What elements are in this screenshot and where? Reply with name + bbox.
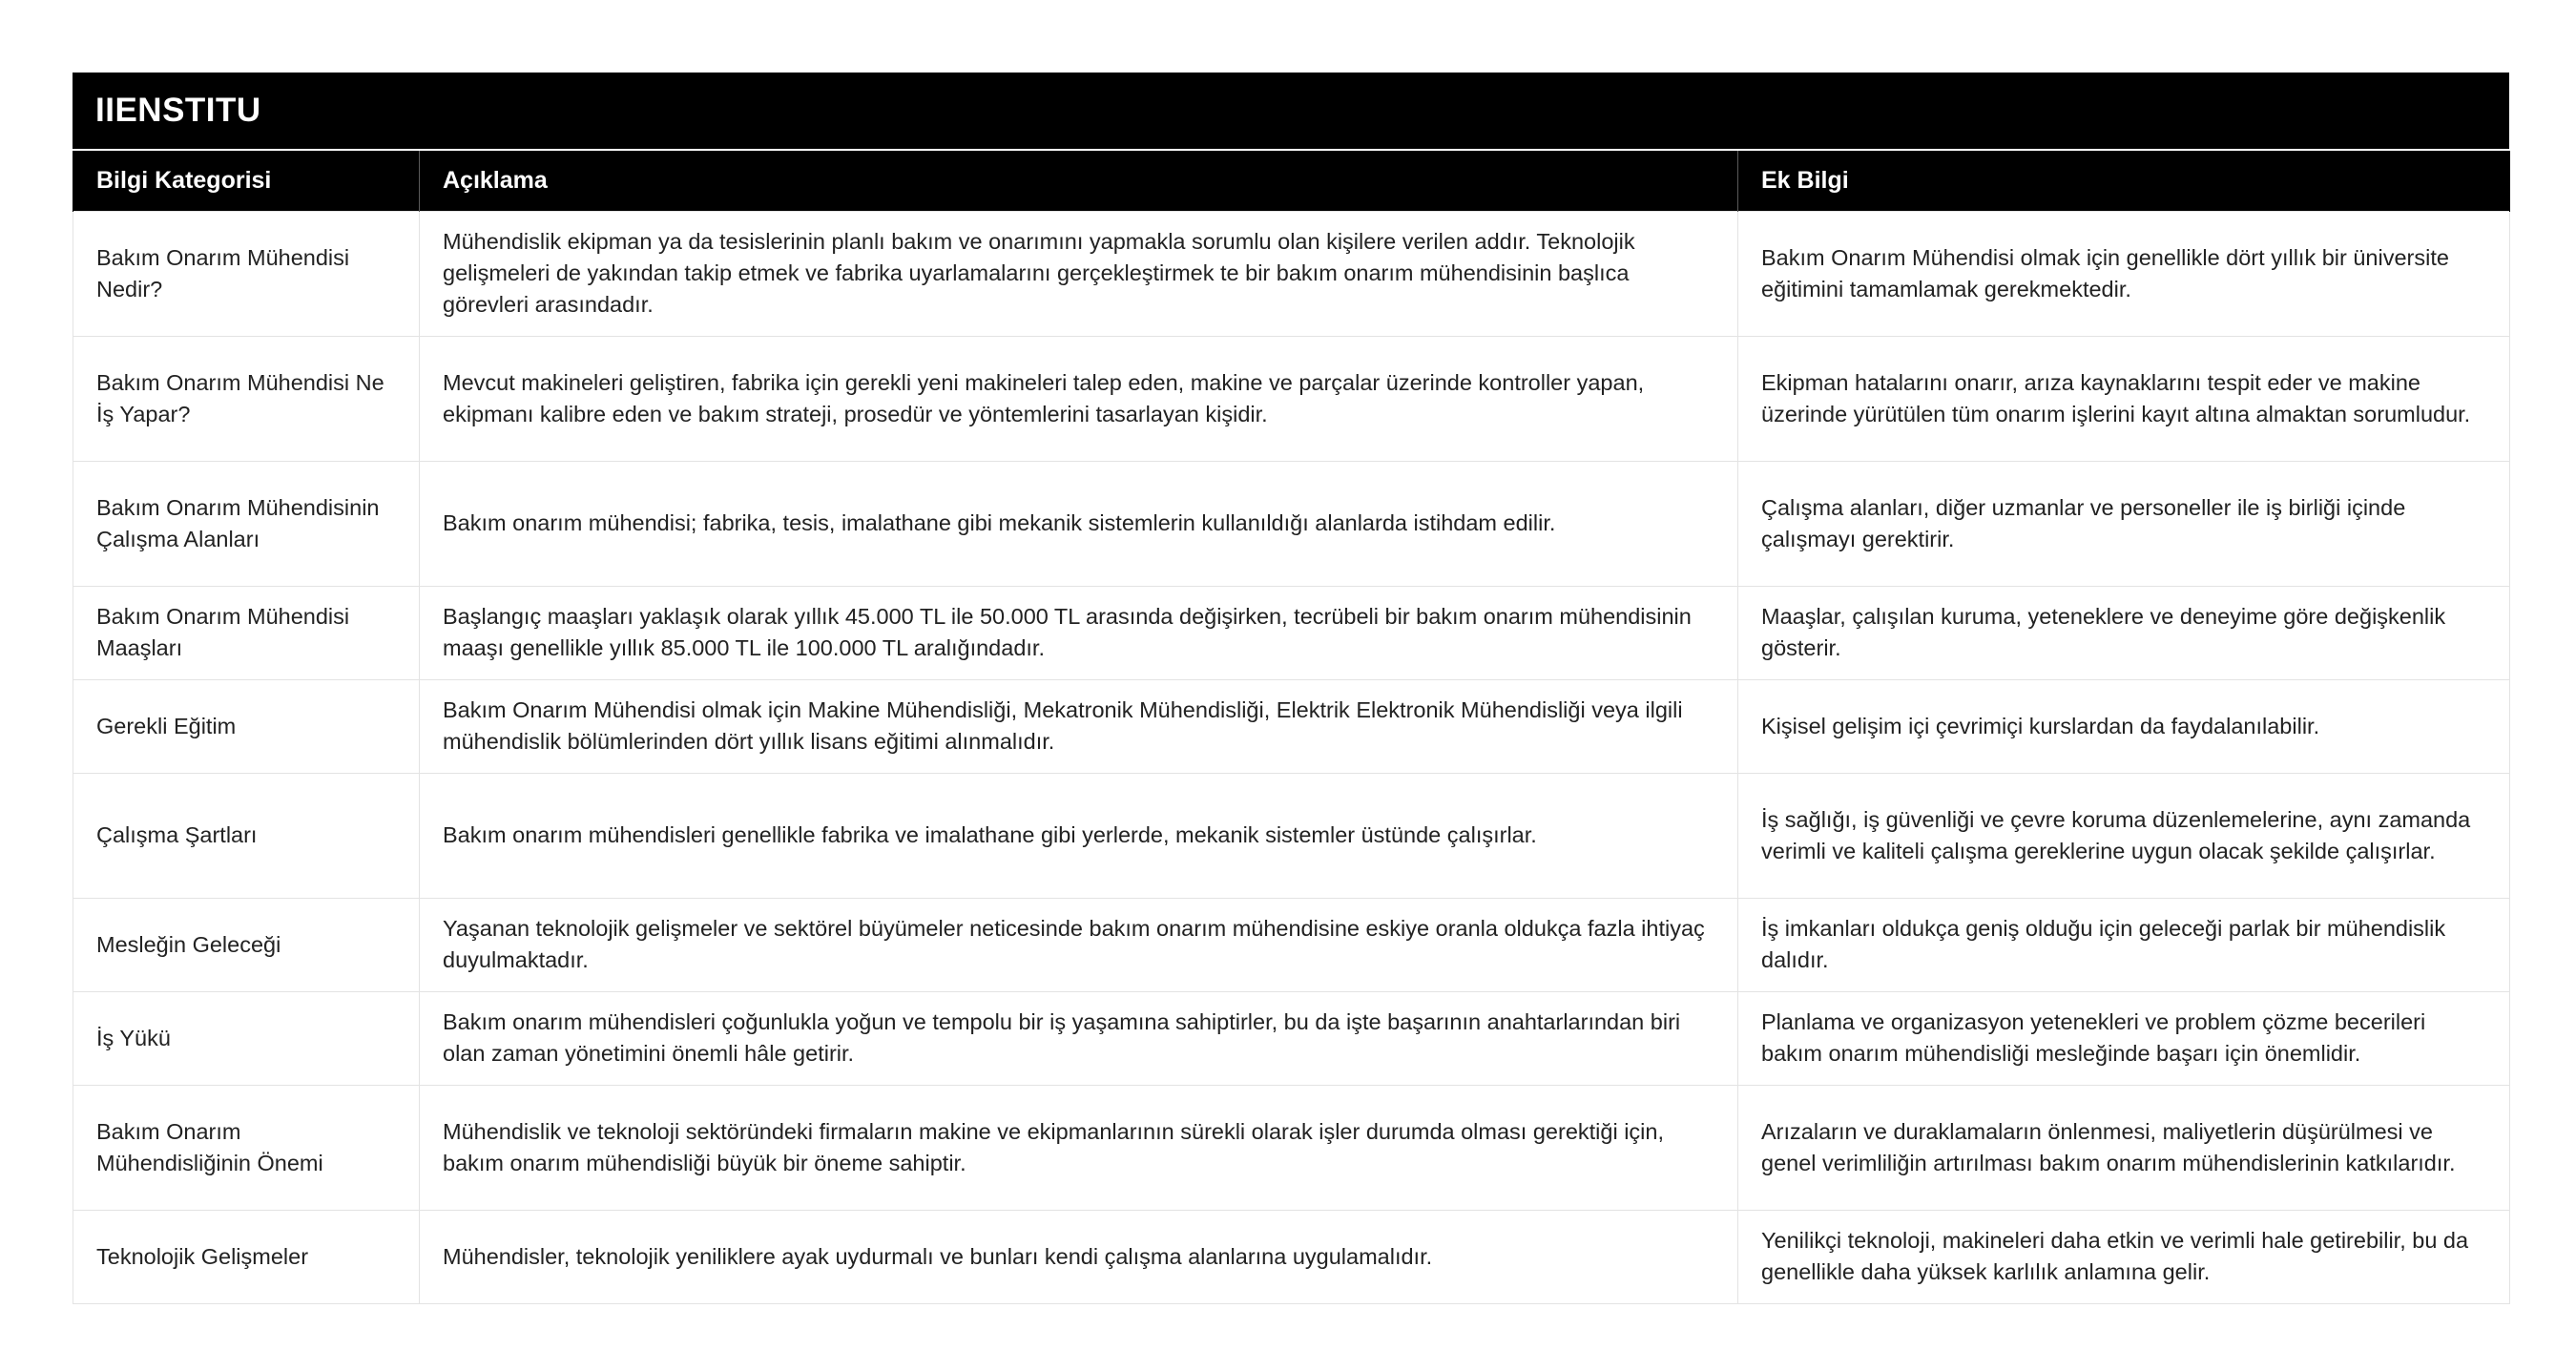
cell-description: Mevcut makineleri geliştiren, fabrika için gerekli yeni makineleri talep eden, makine ve parçalar üzerinde kontroller yapan, ekipmanı kalibre eden ve bakım strateji, prosedür ve yöntemlerini tasarlayan kişidir. — [420, 336, 1738, 461]
cell-extra: Bakım Onarım Mühendisi olmak için genellikle dört yıllık bir üniversite eğitimini tamamlamak gerekmektedir. — [1738, 211, 2510, 336]
cell-extra: Planlama ve organizasyon yetenekleri ve problem çözme becerileri bakım onarım mühendisliği mesleğinde başarı için önemlidir. — [1738, 991, 2510, 1085]
cell-category: Teknolojik Gelişmeler — [73, 1210, 420, 1303]
cell-category: Çalışma Şartları — [73, 773, 420, 898]
info-table — [73, 149, 2510, 1304]
cell-category: Bakım Onarım Mühendisliğinin Önemi — [73, 1085, 420, 1210]
cell-description: Bakım onarım mühendisleri çoğunlukla yoğun ve tempolu bir iş yaşamına sahiptirler, bu da işte başarının anahtarlarından biri olan zaman yönetimini önemli hâle getirir. — [420, 991, 1738, 1085]
column-header-description: Açıklama — [420, 150, 1738, 211]
cell-category: Mesleğin Geleceği — [73, 898, 420, 991]
column-header-extra: Ek Bilgi — [1738, 150, 2510, 211]
cell-description: Mühendisler, teknolojik yeniliklere ayak uydurmalı ve bunları kendi çalışma alanlarına uygulamalıdır. — [420, 1210, 1738, 1303]
info-table-container — [73, 73, 2509, 1304]
cell-category: Bakım Onarım Mühendisi Maaşları — [73, 586, 420, 679]
table-row — [73, 461, 2510, 586]
cell-description: Bakım Onarım Mühendisi olmak için Makine Mühendisliği, Mekatronik Mühendisliği, Elektrik Elektronik Mühendisliği veya ilgili mühendislik bölümlerinden dört yıllık lisans eğitimi alınmalıdır. — [420, 679, 1738, 773]
cell-description: Mühendislik ve teknoloji sektöründeki firmaların makine ve ekipmanlarının sürekli olarak işler durumda olması gerektiği için, bakım onarım mühendisliği büyük bir öneme sahiptir. — [420, 1085, 1738, 1210]
table-row — [73, 211, 2510, 336]
table-row — [73, 1210, 2510, 1303]
cell-description: Bakım onarım mühendisleri genellikle fabrika ve imalathane gibi yerlerde, mekanik sistemler üstünde çalışırlar. — [420, 773, 1738, 898]
table-row — [73, 991, 2510, 1085]
cell-description: Bakım onarım mühendisi; fabrika, tesis, imalathane gibi mekanik sistemlerin kullanıldığı alanlarda istihdam edilir. — [420, 461, 1738, 586]
table-row — [73, 773, 2510, 898]
table-row — [73, 586, 2510, 679]
cell-extra: Maaşlar, çalışılan kuruma, yeteneklere ve deneyime göre değişkenlik gösterir. — [1738, 586, 2510, 679]
cell-extra: İş imkanları oldukça geniş olduğu için geleceği parlak bir mühendislik dalıdır. — [1738, 898, 2510, 991]
table-row — [73, 679, 2510, 773]
cell-category: Bakım Onarım Mühendisinin Çalışma Alanları — [73, 461, 420, 586]
table-row — [73, 898, 2510, 991]
cell-category: Bakım Onarım Mühendisi Ne İş Yapar? — [73, 336, 420, 461]
cell-extra: Arızaların ve duraklamaların önlenmesi, maliyetlerin düşürülmesi ve genel verimliliğin artırılması bakım onarım mühendislerinin katkılarıdır. — [1738, 1085, 2510, 1210]
table-header-row — [73, 150, 2510, 211]
cell-extra: Kişisel gelişim içi çevrimiçi kurslardan da faydalanılabilir. — [1738, 679, 2510, 773]
column-header-category: Bilgi Kategorisi — [73, 150, 420, 211]
table-row — [73, 1085, 2510, 1210]
cell-extra: Yenilikçi teknoloji, makineleri daha etkin ve verimli hale getirebilir, bu da genellikle daha yüksek karlılık anlamına gelir. — [1738, 1210, 2510, 1303]
brand-title: IIENSTITU — [73, 73, 2509, 149]
cell-extra: İş sağlığı, iş güvenliği ve çevre koruma düzenlemelerine, aynı zamanda verimli ve kaliteli çalışma gereklerine uygun olacak şekilde çalışırlar. — [1738, 773, 2510, 898]
cell-extra: Ekipman hatalarını onarır, arıza kaynaklarını tespit eder ve makine üzerinde yürütülen tüm onarım işlerini kayıt altına almaktan sorumludur. — [1738, 336, 2510, 461]
cell-category: Gerekli Eğitim — [73, 679, 420, 773]
cell-category: İş Yükü — [73, 991, 420, 1085]
cell-description: Mühendislik ekipman ya da tesislerinin planlı bakım ve onarımını yapmakla sorumlu olan kişilere verilen addır. Teknolojik gelişmeleri de yakından takip etmek ve fabrika uyarlamalarını gerçekleştirmek te bir bakım onarım mühendisinin başlıca görevleri arasındadır. — [420, 211, 1738, 336]
cell-description: Başlangıç maaşları yaklaşık olarak yıllık 45.000 TL ile 50.000 TL arasında değişirken, tecrübeli bir bakım onarım mühendisinin maaşı genellikle yıllık 85.000 TL ile 100.000 TL aralığındadır. — [420, 586, 1738, 679]
table-row — [73, 336, 2510, 461]
cell-extra: Çalışma alanları, diğer uzmanlar ve personeller ile iş birliği içinde çalışmayı gerektirir. — [1738, 461, 2510, 586]
cell-category: Bakım Onarım Mühendisi Nedir? — [73, 211, 420, 336]
cell-description: Yaşanan teknolojik gelişmeler ve sektörel büyümeler neticesinde bakım onarım mühendisine eskiye oranla oldukça fazla ihtiyaç duyulmaktadır. — [420, 898, 1738, 991]
